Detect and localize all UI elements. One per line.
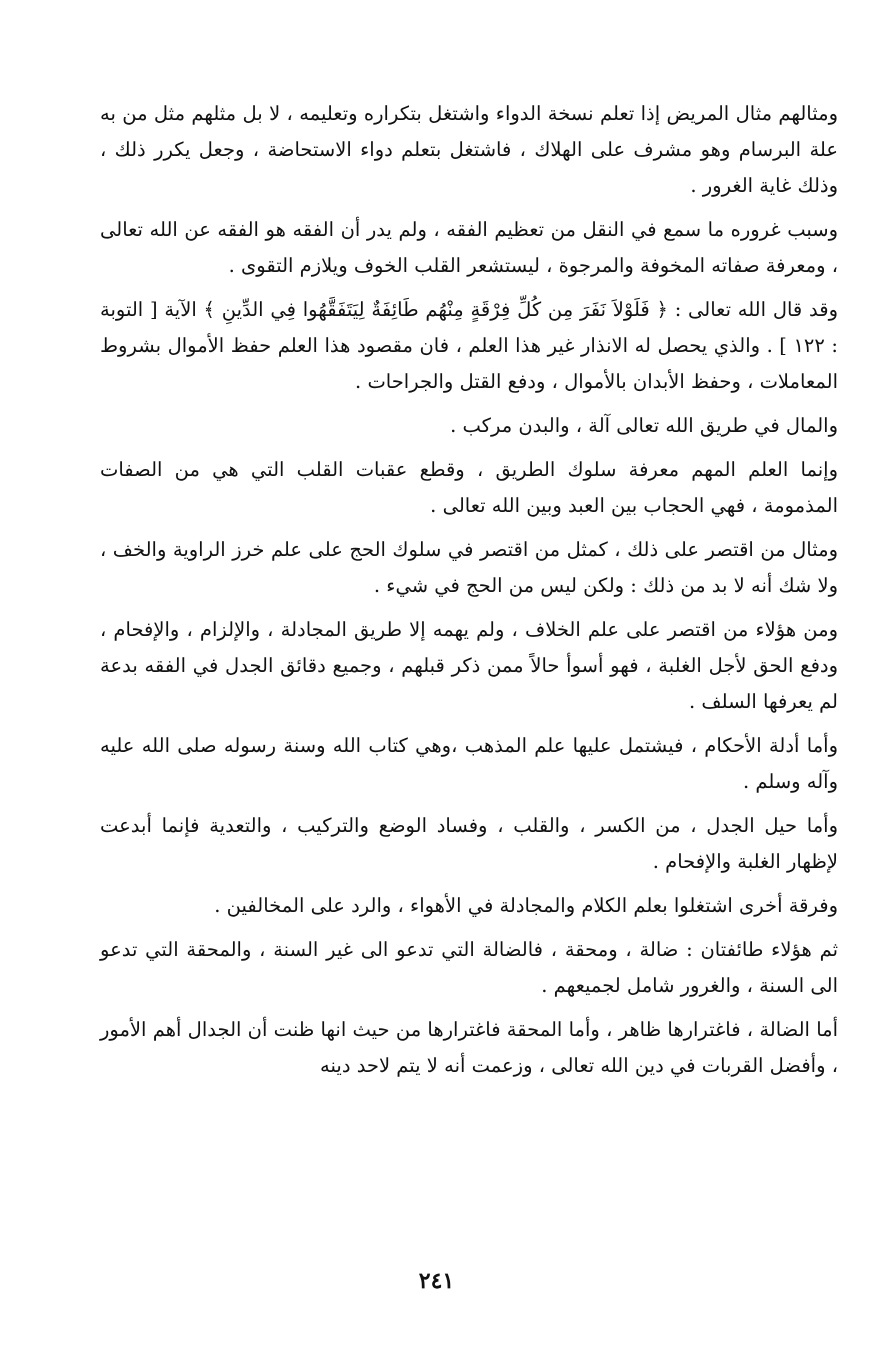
paragraph-8: وأما أدلة الأحكام ، فيشتمل عليها علم المذهب ،وهي كتاب الله وسنة رسوله صلى الله عليه وآله وسلم . [100, 734, 838, 793]
paragraph-1: ومثالهم مثال المريض إذا تعلم نسخة الدواء واشتغل بتكراره وتعليمه ، لا بل مثلهم مثل من به علة البرسام وهو مشرف على الهلاك ، فاشتغل بتعلم دواء الاستحاضة ، وجعل يكرر ذلك ، وذلك غاية الغرور . [100, 102, 838, 197]
paragraph-4: والمال في طريق الله تعالى آلة ، والبدن مركب . [450, 414, 838, 437]
page-number: ٢٤١ [418, 1268, 455, 1294]
page-body [100, 96, 838, 1092]
paragraph-6: ومثال من اقتصر على ذلك ، كمثل من اقتصر في سلوك الحج على علم خرز الراوية والخف ، ولا شك أنه لا بد من ذلك : ولكن ليس من الحج في شيء . [100, 538, 838, 597]
paragraph-7: ومن هؤلاء من اقتصر على علم الخلاف ، ولم يهمه إلا طريق المجادلة ، والإلزام ، والإفحام ، ودفع الحق لأجل الغلبة ، فهو أسوأ حالاً ممن ذكر قبلهم ، وجميع دقائق الجدل في الفقه بدعة لم يعرفها السلف . [100, 618, 838, 713]
paragraph-2: وسبب غروره ما سمع في النقل من تعظيم الفقه ، ولم يدر أن الفقه هو الفقه عن الله تعالى ، ومعرفة صفاته المخوفة والمرجوة ، ليستشعر القلب الخوف ويلازم التقوى . [100, 218, 838, 277]
paragraph-3: وقد قال الله تعالى : ﴿ فَلَوْلاَ نَفَرَ مِن كُلِّ فِرْقَةٍ مِنْهُم طَائِفَةٌ لِيَتَفَقَّهُوا فِي الدِّينِ ﴾ الآية [ التوبة : ١٢٢ ] . والذي يحصل له الانذار غير هذا العلم ، فان مقصود هذا العلم حفظ الأموال بشروط المعاملات ، وحفظ الأبدان بالأموال ، ودفع القتل والجراحات . [100, 298, 838, 393]
paragraph-10: وفرقة أخرى اشتغلوا بعلم الكلام والمجادلة في الأهواء ، والرد على المخالفين . [214, 894, 838, 917]
paragraph-9: وأما حيل الجدل ، من الكسر ، والقلب ، وفساد الوضع والتركيب ، والتعدية فإنما أبدعت لإظهار الغلبة والإفحام . [100, 814, 838, 873]
paragraph-11: ثم هؤلاء طائفتان : ضالة ، ومحقة ، فالضالة التي تدعو الى غير السنة ، والمحقة التي تدعو الى السنة ، والغرور شامل لجميعهم . [100, 938, 838, 997]
paragraph-12: أما الضالة ، فاغترارها ظاهر ، وأما المحقة فاغترارها من حيث انها ظنت أن الجدال أهم الأمور ، وأفضل القربات في دين الله تعالى ، وزعمت أنه لا يتم لاحد دينه [100, 1018, 838, 1077]
paragraph-5: وإنما العلم المهم معرفة سلوك الطريق ، وقطع عقبات القلب التي هي من الصفات المذمومة ، فهي الحجاب بين العبد وبين الله تعالى . [100, 458, 838, 517]
